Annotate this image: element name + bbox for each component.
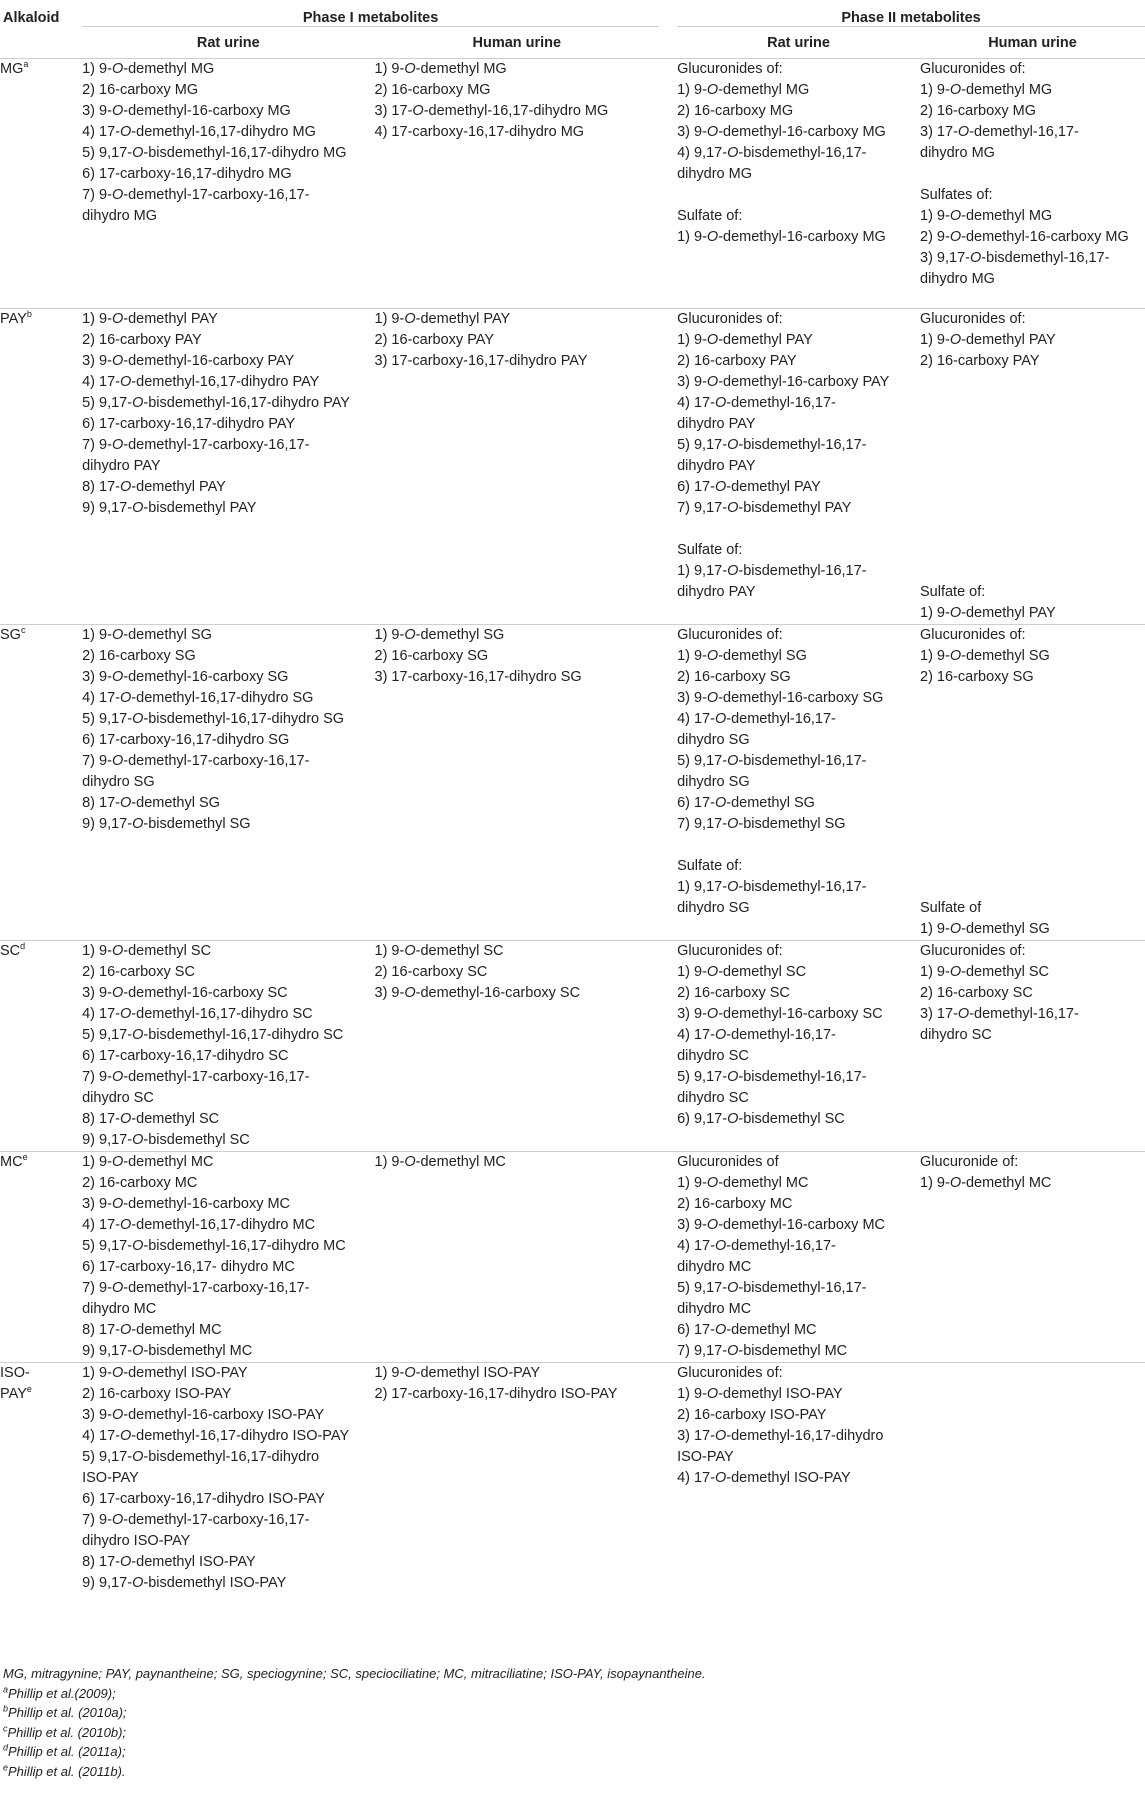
metabolite-line: 3) 9,17-O-bisdemethyl-16,17- xyxy=(920,250,1110,266)
metabolite-line: Glucuronides of xyxy=(677,1154,779,1170)
column-gap xyxy=(659,941,677,1152)
footnote-marker: b xyxy=(3,1703,9,1714)
metabolite-line: dihydro SG xyxy=(677,900,750,916)
footnote-marker: c xyxy=(3,1723,8,1734)
column-gap xyxy=(659,1152,677,1363)
metabolite-line: 7) 9-O-demethyl-17-carboxy-16,17- xyxy=(82,1512,310,1528)
metabolite-line: 4) 17-O-demethyl-16,17- xyxy=(677,1027,836,1043)
metabolite-line: 3) 9-O-demethyl-16-carboxy PAY xyxy=(677,374,890,390)
metabolite-line: 7) 9-O-demethyl-17-carboxy-16,17- xyxy=(82,753,310,769)
metabolite-line xyxy=(920,414,1145,435)
metabolite-line: 6) 17-O-demethyl PAY xyxy=(677,479,821,495)
phase1-rat-cell xyxy=(82,309,374,625)
metabolite-line xyxy=(920,372,1145,393)
footnote-marker: c xyxy=(20,625,26,636)
metabolite-line: 4) 17-O-demethyl-16,17-dihydro MC xyxy=(82,1217,316,1233)
metabolite-line: 9) 9,17-O-bisdemethyl PAY xyxy=(82,500,257,516)
phase2-rat-cell xyxy=(677,1363,920,1595)
conjugate-section xyxy=(677,941,920,1130)
metabolite-line: 5) 9,17-O-bisdemethyl-16,17- xyxy=(677,437,867,453)
metabolite-line: dihydro MC xyxy=(677,1259,752,1275)
metabolite-line: 2) 16-carboxy SC xyxy=(374,964,488,980)
metabolite-line: 5) 9,17-O-bisdemethyl-16,17-dihydro SC xyxy=(82,1027,344,1043)
metabolite-line: dihydro SG xyxy=(677,732,750,748)
metabolite-line: Sulfate of: xyxy=(920,584,986,600)
header-alkaloid: Alkaloid xyxy=(3,10,60,26)
metabolite-line: 4) 17-O-demethyl-16,17- xyxy=(677,711,836,727)
metabolite-line: 4) 9,17-O-bisdemethyl-16,17- xyxy=(677,145,867,161)
metabolite-line: 4) 17-O-demethyl-16,17-dihydro ISO-PAY xyxy=(82,1428,350,1444)
metabolite-line: 2) 16-carboxy MG xyxy=(374,82,491,98)
metabolite-line: 9) 9,17-O-bisdemethyl ISO-PAY xyxy=(82,1575,287,1591)
column-gap xyxy=(659,625,677,941)
phase1-human-cell xyxy=(375,1152,660,1363)
metabolite-line: 1) 9-O-demethyl MG xyxy=(677,82,810,98)
footnote-marker: d xyxy=(20,941,26,952)
metabolite-line xyxy=(920,772,1145,793)
metabolite-line: 4) 17-O-demethyl-16,17-dihydro MG xyxy=(82,124,316,140)
metabolite-line: Glucuronides of: xyxy=(920,943,1026,959)
metabolite-line xyxy=(920,793,1145,814)
table-row xyxy=(0,59,1145,309)
table-row xyxy=(0,1363,1145,1595)
metabolite-line: 3) 9-O-demethyl-16-carboxy SC xyxy=(677,1006,883,1022)
conjugate-section xyxy=(920,59,1145,164)
alkaloid-name: $MG^a$ xyxy=(0,59,29,77)
phase2-human-cell xyxy=(920,1363,1145,1595)
metabolite-line xyxy=(920,540,1145,561)
footnote-marker: e xyxy=(3,1762,9,1773)
metabolite-line: Sulfate of: xyxy=(677,858,743,874)
metabolite-line: 1) 9-O-demethyl MC xyxy=(82,1154,214,1170)
footnote-reference: $^a$Phillip et al.(2009); xyxy=(3,1684,116,1701)
metabolite-line: 3) 17-carboxy-16,17-dihydro PAY xyxy=(374,353,588,369)
table-row xyxy=(0,1152,1145,1363)
phase1-rat-cell xyxy=(82,1363,374,1595)
metabolite-line: 6) 17-carboxy-16,17- dihydro MC xyxy=(82,1259,295,1275)
metabolite-line: 1) 9-O-demethyl MG xyxy=(920,82,1053,98)
metabolite-line: 3) 9-O-demethyl-16-carboxy SC xyxy=(82,985,288,1001)
alkaloid-cell xyxy=(0,625,82,941)
metabolite-line: 2) 16-carboxy MC xyxy=(82,1175,198,1191)
metabolite-line: dihydro SC xyxy=(677,1048,749,1064)
metabolite-line: Glucuronides of: xyxy=(677,627,783,643)
header-phase1: Phase I metabolites xyxy=(82,0,659,27)
phase2-rat-cell xyxy=(677,59,920,309)
metabolite-line: dihydro PAY xyxy=(677,416,756,432)
metabolite-line xyxy=(920,709,1145,730)
metabolite-line: 3) 9-O-demethyl-16-carboxy SC xyxy=(374,985,581,1001)
metabolite-line: 3) 9-O-demethyl-16-carboxy MC xyxy=(82,1196,291,1212)
metabolite-line: 7) 9,17-O-bisdemethyl MC xyxy=(677,1343,848,1359)
footnote-reference: $^d$Phillip et al. (2011a); xyxy=(3,1742,126,1759)
metabolite-line: Glucuronides of: xyxy=(920,627,1026,643)
conjugate-section xyxy=(920,941,1145,1046)
metabolite-line: 3) 17-carboxy-16,17-dihydro SG xyxy=(374,669,582,685)
metabolite-line xyxy=(920,751,1145,772)
metabolite-line: Sulfate of: xyxy=(677,542,743,558)
metabolite-line: 5) 9,17-O-bisdemethyl-16,17-dihydro xyxy=(82,1449,320,1465)
metabolite-line: 7) 9-O-demethyl-17-carboxy-16,17- xyxy=(82,1069,310,1085)
phase1-human-cell xyxy=(375,59,660,309)
metabolite-line: Glucuronides of: xyxy=(920,61,1026,77)
metabolite-line xyxy=(920,435,1145,456)
conjugate-section xyxy=(677,1152,920,1362)
metabolite-line: dihydro SC xyxy=(82,1090,154,1106)
metabolite-line: 1) 9-O-demethyl SG xyxy=(82,627,212,643)
alkaloid-name: ISO- xyxy=(0,1365,30,1381)
metabolite-line: 5) 9,17-O-bisdemethyl-16,17-dihydro MG xyxy=(82,145,347,161)
metabolite-line: 1) 9-O-demethyl PAY xyxy=(82,311,218,327)
phase1-human-cell xyxy=(375,625,660,941)
footnote-marker: a xyxy=(23,59,29,70)
metabolite-line: dihydro SC xyxy=(677,1090,749,1106)
metabolite-line: dihydro MG xyxy=(920,145,995,161)
conjugate-section xyxy=(677,1363,920,1489)
phase2-human-cell xyxy=(920,309,1145,625)
phase2-human-cell xyxy=(920,1152,1145,1363)
conjugate-section xyxy=(920,688,1145,877)
phase1-rat-cell xyxy=(82,1152,374,1363)
phase2-rat-cell xyxy=(677,309,920,625)
metabolite-line: 7) 9-O-demethyl-17-carboxy-16,17- xyxy=(82,437,310,453)
header-phase2: Phase II metabolites xyxy=(677,0,1145,27)
metabolite-line: dihydro PAY xyxy=(82,458,161,474)
metabolite-line: Glucuronides of: xyxy=(920,311,1026,327)
column-gap xyxy=(659,1363,677,1595)
footnote-marker: b xyxy=(26,309,32,320)
metabolite-line: 1) 9-O-demethyl PAY xyxy=(677,332,813,348)
alkaloid-name: PAY$^e$ xyxy=(0,1384,32,1402)
metabolite-line: 1) 9,17-O-bisdemethyl-16,17- xyxy=(677,563,867,579)
footnote-marker: a xyxy=(3,1684,9,1695)
metabolite-line: 1) 9-O-demethyl SC xyxy=(677,964,807,980)
metabolite-line: 2) 16-carboxy PAY xyxy=(374,332,495,348)
metabolite-line: 7) 9-O-demethyl-17-carboxy-16,17- xyxy=(82,1280,310,1296)
column-gap xyxy=(659,309,677,625)
metabolite-line: dihydro MG xyxy=(920,271,995,287)
metabolite-line: dihydro PAY xyxy=(677,458,756,474)
metabolite-line: 7) 9,17-O-bisdemethyl SG xyxy=(677,816,846,832)
metabolite-line: 4) 17-O-demethyl ISO-PAY xyxy=(677,1470,851,1486)
metabolite-line xyxy=(920,498,1145,519)
phase2-human-cell xyxy=(920,625,1145,941)
conjugate-section xyxy=(677,59,920,185)
metabolite-line: 5) 9,17-O-bisdemethyl-16,17-dihydro MC xyxy=(82,1238,346,1254)
metabolite-line: 5) 9,17-O-bisdemethyl-16,17-dihydro PAY xyxy=(82,395,350,411)
conjugate-section xyxy=(920,309,1145,372)
alkaloid-name: $SG^c$ xyxy=(0,625,26,643)
metabolite-line: 1) 9,17-O-bisdemethyl-16,17- xyxy=(677,879,867,895)
table-row xyxy=(0,941,1145,1152)
metabolite-line: Sulfate of xyxy=(920,900,982,916)
metabolite-line: 3) 9-O-demethyl-16-carboxy PAY xyxy=(82,353,295,369)
metabolite-line xyxy=(920,814,1145,835)
footnote-references xyxy=(3,1684,706,1782)
footnote-marker: e xyxy=(26,1384,32,1395)
metabolite-line: 1) 9-O-demethyl MG xyxy=(374,61,507,77)
conjugate-section xyxy=(920,625,1145,688)
metabolite-line: 6) 17-carboxy-16,17-dihydro PAY xyxy=(82,416,296,432)
metabolite-line: 2) 16-carboxy SG xyxy=(920,669,1034,685)
metabolite-line: Glucuronide of: xyxy=(920,1154,1019,1170)
metabolite-line: 1) 9-O-demethyl MG xyxy=(920,208,1053,224)
metabolite-line: 8) 17-O-demethyl MC xyxy=(82,1322,222,1338)
table-row xyxy=(0,309,1145,625)
conjugate-section xyxy=(677,309,920,519)
metabolite-line: 8) 17-O-demethyl PAY xyxy=(82,479,226,495)
phase2-rat-cell xyxy=(677,1152,920,1363)
metabolite-line: 5) 9,17-O-bisdemethyl-16,17-dihydro SG xyxy=(82,711,345,727)
metabolite-line: 2) 16-carboxy MG xyxy=(82,82,199,98)
metabolite-line: 6) 17-carboxy-16,17-dihydro MG xyxy=(82,166,292,182)
metabolite-line: dihydro MG xyxy=(677,166,753,182)
metabolite-line: 2) 16-carboxy MC xyxy=(677,1196,793,1212)
phase2-human-cell xyxy=(920,941,1145,1152)
metabolite-line: 8) 17-O-demethyl ISO-PAY xyxy=(82,1554,256,1570)
alkaloid-cell xyxy=(0,1152,82,1363)
metabolite-line: dihydro SG xyxy=(677,774,750,790)
table-row xyxy=(0,625,1145,941)
footnote-marker: e xyxy=(22,1152,28,1163)
metabolite-line: 2) 16-carboxy MG xyxy=(920,103,1037,119)
metabolite-line: 2) 16-carboxy SC xyxy=(82,964,195,980)
table-body xyxy=(0,59,1145,1595)
phase1-human-cell xyxy=(375,1363,660,1595)
conjugate-section xyxy=(677,625,920,835)
alkaloid-name: PAY$^b$ xyxy=(0,309,32,327)
phase1-rat-cell xyxy=(82,59,374,309)
metabolite-line: 6) 17-carboxy-16,17-dihydro SG xyxy=(82,732,290,748)
metabolite-line: 2) 16-carboxy SC xyxy=(677,985,790,1001)
metabolite-line: 1) 9-O-demethyl SG xyxy=(374,627,505,643)
conjugate-section xyxy=(677,856,920,919)
phase2-rat-cell xyxy=(677,941,920,1152)
metabolite-line xyxy=(920,688,1145,709)
metabolite-line: 1) 9-O-demethyl SC xyxy=(374,943,504,959)
metabolite-line: Glucuronides of: xyxy=(677,311,783,327)
metabolite-line: Glucuronides of: xyxy=(677,943,783,959)
metabolite-line: dihydro PAY xyxy=(677,584,756,600)
metabolite-line: 9) 9,17-O-bisdemethyl SC xyxy=(82,1132,250,1148)
phase1-human-cell xyxy=(375,309,660,625)
metabolite-line: 1) 9-O-demethyl SC xyxy=(920,964,1049,980)
metabolite-line: Glucuronides of: xyxy=(677,61,783,77)
metabolite-line: dihydro ISO-PAY xyxy=(82,1533,191,1549)
metabolite-line: 7) 9-O-demethyl-17-carboxy-16,17- xyxy=(82,187,310,203)
metabolite-line xyxy=(920,835,1145,856)
metabolite-line: 4) 17-O-demethyl-16,17- xyxy=(677,1238,836,1254)
column-gap xyxy=(659,59,677,309)
metabolite-line: 6) 17-carboxy-16,17-dihydro SC xyxy=(82,1048,289,1064)
metabolite-line: dihydro MC xyxy=(82,1301,157,1317)
metabolite-line: 6) 9,17-O-bisdemethyl SC xyxy=(677,1111,845,1127)
metabolite-line: 8) 17-O-demethyl SG xyxy=(82,795,220,811)
metabolite-line: 2) 17-carboxy-16,17-dihydro ISO-PAY xyxy=(374,1386,618,1402)
metabolite-line: 1) 9-O-demethyl SG xyxy=(920,921,1050,937)
metabolite-line: 1) 9-O-demethyl PAY xyxy=(920,332,1056,348)
metabolite-line: 2) 16-carboxy ISO-PAY xyxy=(82,1386,232,1402)
metabolite-line: 1) 9-O-demethyl ISO-PAY xyxy=(82,1365,248,1381)
metabolite-line: 3) 9-O-demethyl-16-carboxy MG xyxy=(677,124,886,140)
metabolite-line: 1) 9-O-demethyl MC xyxy=(374,1154,506,1170)
metabolite-line: 3) 17-O-demethyl-16,17- xyxy=(920,124,1079,140)
metabolite-line xyxy=(920,856,1145,877)
metabolite-line xyxy=(920,477,1145,498)
header-phase2-rat: Rat urine xyxy=(767,35,830,51)
metabolite-line xyxy=(920,393,1145,414)
alkaloid-name: MCe xyxy=(0,1152,28,1170)
footnote-marker: d xyxy=(3,1742,9,1753)
metabolite-line: 3) 9-O-demethyl-16-carboxy SG xyxy=(677,690,884,706)
metabolite-line: Sulfate of: xyxy=(677,208,743,224)
metabolite-line: 8) 17-O-demethyl SC xyxy=(82,1111,220,1127)
metabolite-line xyxy=(920,456,1145,477)
phase2-rat-cell xyxy=(677,625,920,941)
metabolite-line: dihydro SC xyxy=(920,1027,992,1043)
alkaloid-cell xyxy=(0,1363,82,1595)
metabolite-line: 3) 9-O-demethyl-16-carboxy SG xyxy=(82,669,289,685)
metabolite-line: 9) 9,17-O-bisdemethyl SG xyxy=(82,816,251,832)
metabolite-line: 4) 17-carboxy-16,17-dihydro MG xyxy=(374,124,585,140)
alkaloid-name: $SC^d$ xyxy=(0,941,26,959)
metabolite-line: 1) 9-O-demethyl MC xyxy=(920,1175,1052,1191)
metabolite-line: 2) 16-carboxy MG xyxy=(677,103,794,119)
alkaloid-cell xyxy=(0,941,82,1152)
header-phase1-rat: Rat urine xyxy=(196,35,260,51)
conjugate-section xyxy=(920,582,1145,624)
metabolite-line: 2) 16-carboxy SG xyxy=(82,648,196,664)
metabolite-line: 1) 9-O-demethyl ISO-PAY xyxy=(677,1386,843,1402)
footnote-reference: $^b$Phillip et al. (2010a); xyxy=(3,1703,127,1720)
metabolite-line: 1) 9-O-demethyl-16-carboxy MG xyxy=(677,229,886,245)
metabolite-line: Sulfates of: xyxy=(920,187,993,203)
metabolite-line: 1) 9-O-demethyl ISO-PAY xyxy=(374,1365,541,1381)
footnotes xyxy=(3,1664,706,1781)
metabolite-line: 1) 9-O-demethyl SG xyxy=(920,648,1050,664)
metabolite-line: 2) 16-carboxy SC xyxy=(920,985,1033,1001)
phase1-rat-cell xyxy=(82,941,374,1152)
metabolite-line: 1) 9-O-demethyl SG xyxy=(677,648,807,664)
metabolite-line: 9) 9,17-O-bisdemethyl MC xyxy=(82,1343,253,1359)
phase1-human-cell xyxy=(375,941,660,1152)
metabolite-line: 5) 9,17-O-bisdemethyl-16,17- xyxy=(677,753,867,769)
header-phase2-human: Human urine xyxy=(988,35,1077,51)
metabolite-line: 6) 17-O-demethyl MC xyxy=(677,1322,817,1338)
metabolite-line: ISO-PAY xyxy=(82,1470,139,1486)
conjugate-section xyxy=(677,540,920,603)
metabolite-line: 1) 9-O-demethyl PAY xyxy=(920,605,1056,621)
metabolite-line: 6) 17-carboxy-16,17-dihydro ISO-PAY xyxy=(82,1491,325,1507)
metabolite-line: 1) 9-O-demethyl MG xyxy=(82,61,215,77)
metabolite-line: 4) 17-O-demethyl-16,17-dihydro PAY xyxy=(82,374,320,390)
metabolite-line: dihydro SG xyxy=(82,774,155,790)
metabolite-line: 4) 17-O-demethyl-16,17-dihydro SC xyxy=(82,1006,313,1022)
metabolite-line: 7) 9,17-O-bisdemethyl PAY xyxy=(677,500,852,516)
metabolite-line: 2) 16-carboxy PAY xyxy=(82,332,202,348)
metabolite-line: 3) 9-O-demethyl-16-carboxy ISO-PAY xyxy=(82,1407,325,1423)
metabolite-line xyxy=(920,519,1145,540)
metabolite-line: 2) 16-carboxy PAY xyxy=(677,353,797,369)
metabolite-line xyxy=(920,730,1145,751)
metabolite-line: dihydro MG xyxy=(82,208,158,224)
metabolite-line: 3) 9-O-demethyl-16-carboxy MG xyxy=(82,103,291,119)
conjugate-section xyxy=(920,372,1145,561)
conjugate-section xyxy=(920,898,1145,940)
metabolite-line: ISO-PAY xyxy=(677,1449,734,1465)
metabolite-line: Glucuronides of: xyxy=(677,1365,783,1381)
metabolite-line: 2) 16-carboxy SG xyxy=(677,669,791,685)
metabolite-line: 4) 17-O-demethyl-16,17- xyxy=(677,395,836,411)
conjugate-section xyxy=(920,1152,1145,1194)
metabolite-line: 1) 9-O-demethyl PAY xyxy=(374,311,511,327)
metabolite-line: 2) 9-O-demethyl-16-carboxy MG xyxy=(920,229,1129,245)
metabolite-line: 5) 9,17-O-bisdemethyl-16,17- xyxy=(677,1069,867,1085)
alkaloid-cell xyxy=(0,59,82,309)
footnote-abbreviations: MG, mitragynine; PAY, paynantheine; SG, speciogynine; SC, speciociliatine; MC, mitraciliatine; ISO-PAY, isopaynantheine. xyxy=(3,1666,706,1681)
metabolite-line: 3) 17-O-demethyl-16,17-dihydro MG xyxy=(374,103,609,119)
metabolite-line: 3) 17-O-demethyl-16,17- xyxy=(920,1006,1079,1022)
metabolite-line: 5) 9,17-O-bisdemethyl-16,17- xyxy=(677,1280,867,1296)
metabolite-line: 3) 17-O-demethyl-16,17-dihydro xyxy=(677,1428,884,1444)
metabolite-line: 2) 16-carboxy SG xyxy=(374,648,489,664)
conjugate-section xyxy=(920,185,1145,290)
metabolite-line: dihydro MC xyxy=(677,1301,752,1317)
phase2-human-cell xyxy=(920,59,1145,309)
metabolite-line: 3) 9-O-demethyl-16-carboxy MC xyxy=(677,1217,886,1233)
alkaloid-cell xyxy=(0,309,82,625)
metabolite-line: 2) 16-carboxy PAY xyxy=(920,353,1040,369)
metabolite-line: 6) 17-O-demethyl SG xyxy=(677,795,815,811)
metabolite-line: 1) 9-O-demethyl MC xyxy=(677,1175,809,1191)
footnote-reference: $^c$Phillip et al. (2010b); xyxy=(3,1723,127,1740)
metabolite-line: 2) 16-carboxy ISO-PAY xyxy=(677,1407,827,1423)
metabolite-line: 1) 9-O-demethyl SC xyxy=(82,943,212,959)
header-phase1-human: Human urine xyxy=(472,35,562,51)
metabolite-line: 4) 17-O-demethyl-16,17-dihydro SG xyxy=(82,690,314,706)
footnote-reference: $^e$Phillip et al. (2011b). xyxy=(3,1762,126,1779)
phase1-rat-cell xyxy=(82,625,374,941)
conjugate-section xyxy=(677,206,920,248)
